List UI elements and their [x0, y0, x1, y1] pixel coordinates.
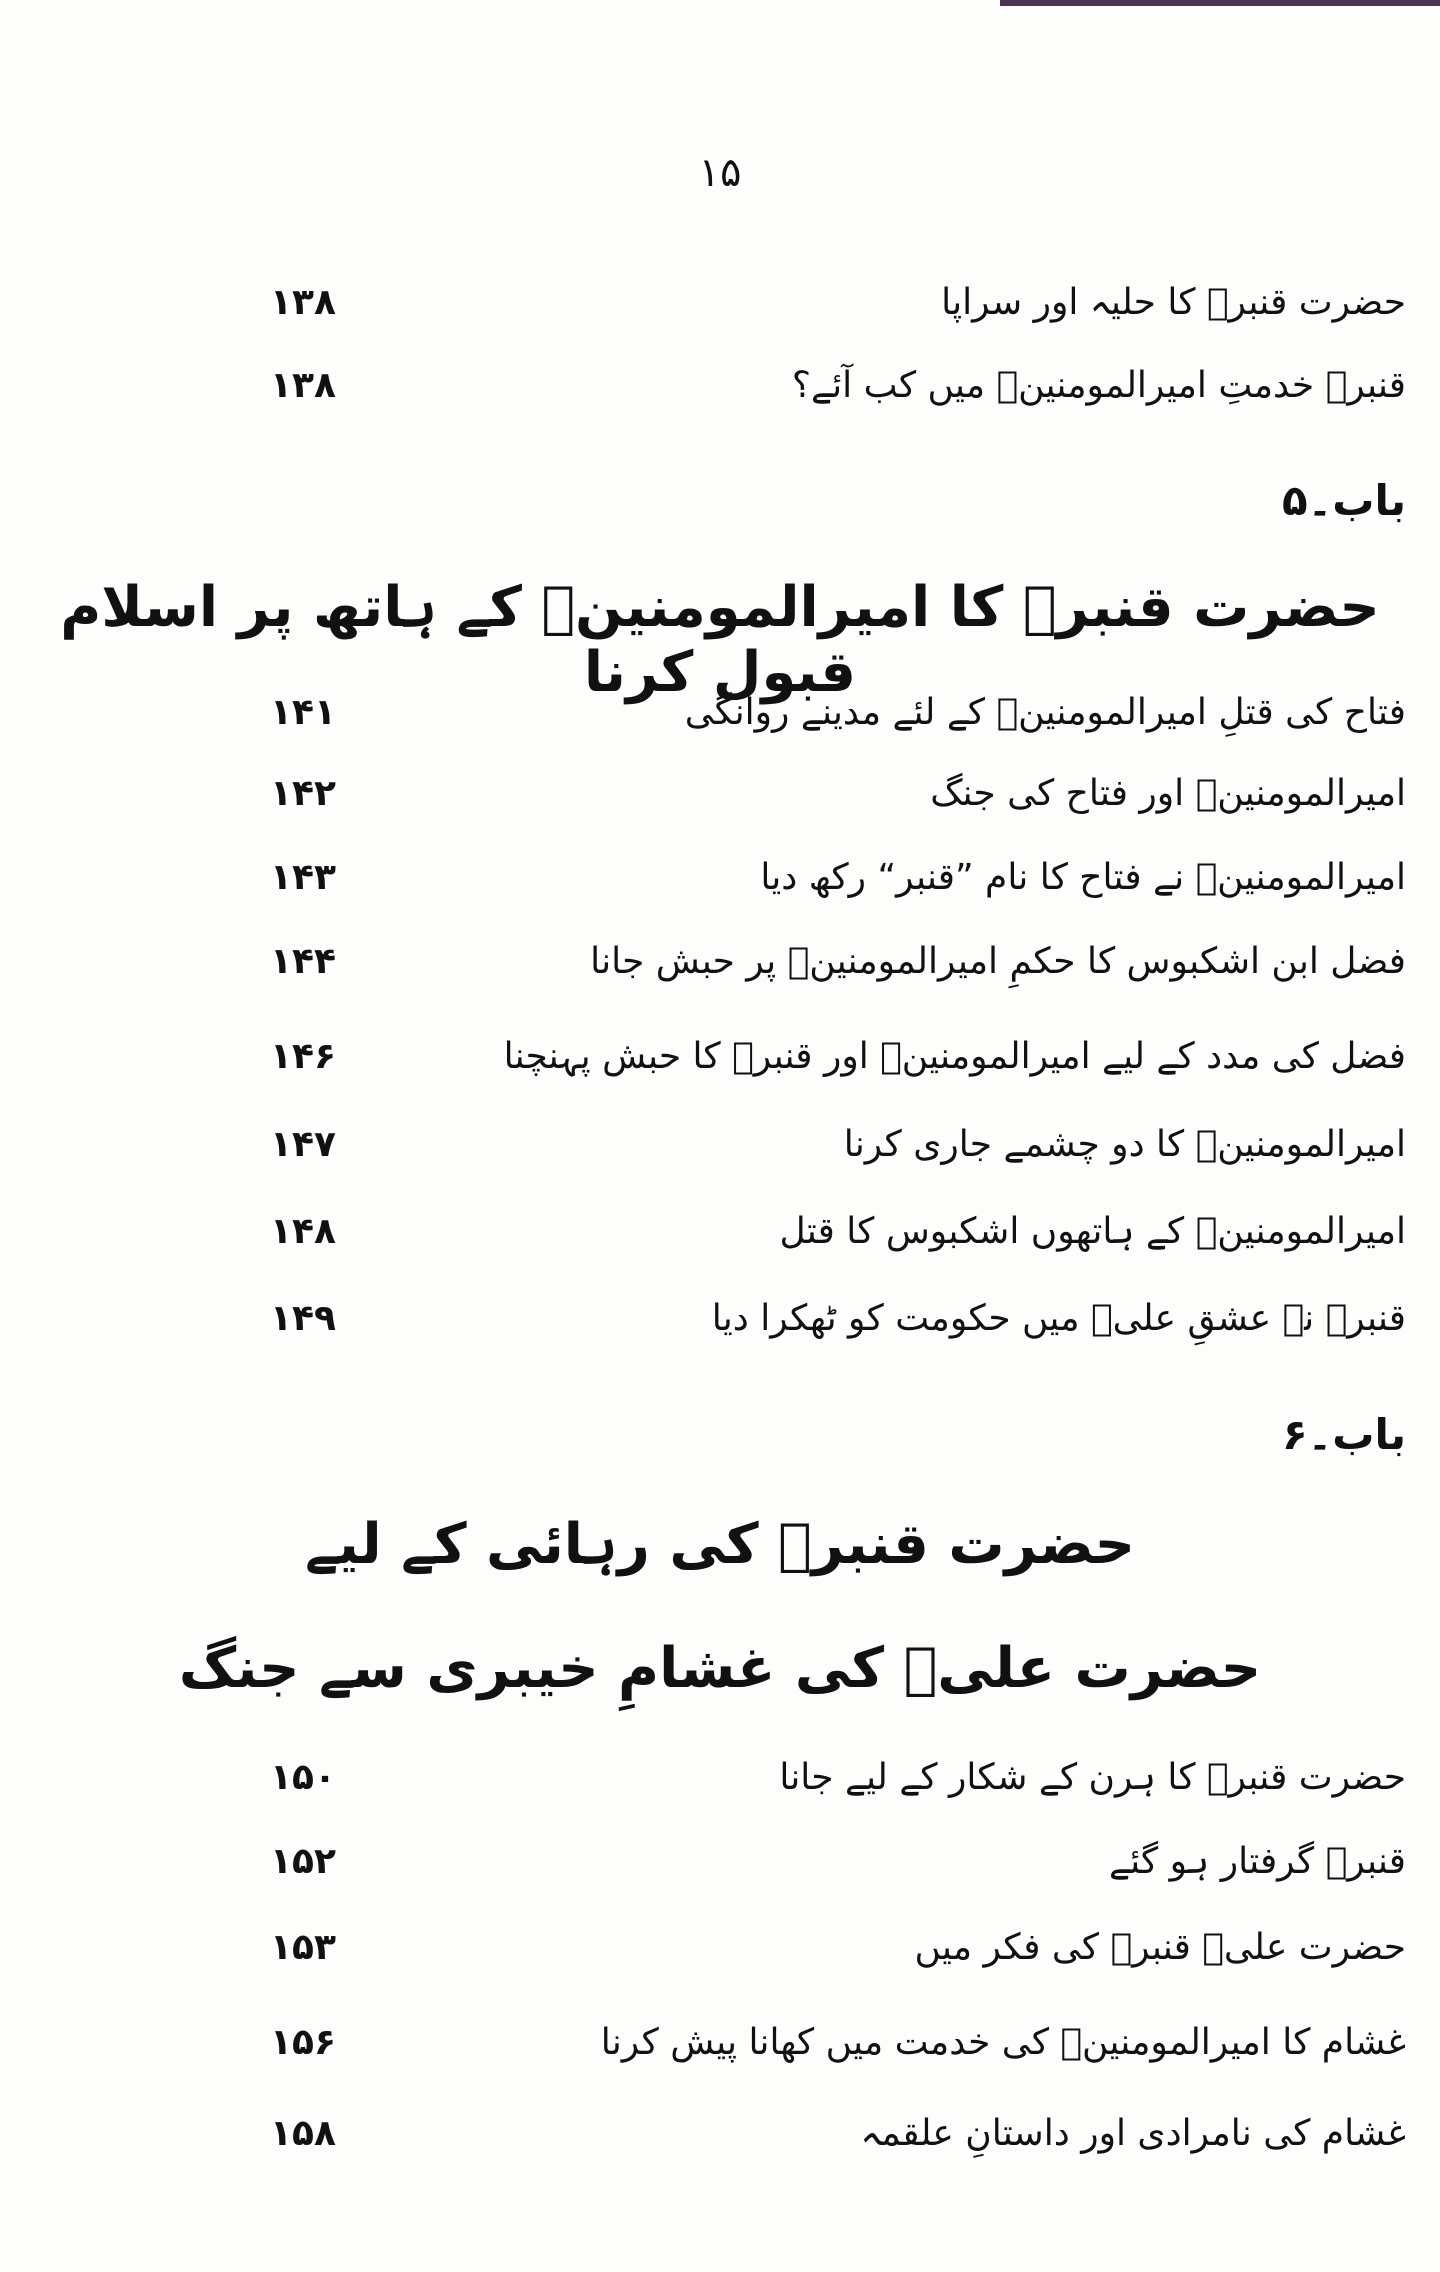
entry-title: امیرالمومنینؑ نے فتاح کا نام ”قنبر“ رکھ دیا [760, 857, 1406, 898]
entry-title: امیرالمومنینؑ اور فتاح کی جنگ [930, 773, 1406, 814]
entry-page: ۱۴۱ [270, 692, 336, 733]
entry-page: ۱۴۸ [270, 1211, 336, 1252]
entry-title: حضرت قنبرؑ کا حلیہ اور سراپا [941, 282, 1406, 323]
toc-entry [270, 1757, 1406, 1827]
entry-title: فضل کی مدد کے لیے امیرالمومنینؑ اور قنبرؑ کا حبش پہنچنا [503, 1036, 1406, 1077]
page-number: ۱۵ [698, 150, 742, 196]
entry-title: قنبرؑ نے عشقِ علیؑ میں حکومت کو ٹھکرا دیا [711, 1298, 1406, 1339]
entry-title: امیرالمومنینؑ کے ہاتھوں اشکبوس کا قتل [779, 1211, 1406, 1252]
toc-entry [270, 2113, 1406, 2183]
entry-title: فضل ابن اشکبوس کا حکمِ امیرالمومنینؑ پر حبش جانا [590, 941, 1406, 982]
toc-entry [270, 1124, 1406, 1194]
chapter-heading: حضرت قنبرؑ کا امیرالمومنینؑ کے ہاتھ پر اسلام قبول کرنا [60, 575, 1380, 705]
entry-page: ۱۴۹ [270, 1298, 336, 1339]
chapter-label: باب۔۵ [1282, 476, 1406, 525]
entry-title: غشام کی نامرادی اور داستانِ علقمہ [860, 2113, 1406, 2154]
entry-title: حضرت علیؑ قنبرؑ کی فکر میں [914, 1927, 1406, 1968]
toc-entry [270, 857, 1406, 927]
toc-entry [270, 282, 1406, 352]
entry-title: حضرت قنبرؑ کا ہرن کے شکار کے لیے جانا [779, 1757, 1406, 1798]
entry-page: ۱۴۲ [270, 773, 336, 814]
entry-title: غشام کا امیرالمومنینؑ کی خدمت میں کھانا پیش کرنا [600, 2022, 1406, 2063]
toc-entry [270, 1211, 1406, 1281]
entry-page: ۱۳۸ [270, 365, 336, 406]
toc-entry [270, 1927, 1406, 1997]
toc-entry [270, 773, 1406, 843]
entry-title: قنبرؑ خدمتِ امیرالمومنینؑ میں کب آئے؟ [791, 365, 1406, 406]
page-edge [1000, 0, 1440, 6]
toc-entry [270, 941, 1406, 1011]
toc-entry [270, 1036, 1406, 1106]
chapter-heading-line2: حضرت علیؑ کی غشامِ خیبری سے جنگ [178, 1636, 1262, 1701]
entry-page: ۱۵۸ [270, 2113, 336, 2154]
entry-page: ۱۳۸ [270, 282, 336, 323]
entry-page: ۱۴۳ [270, 857, 336, 898]
entry-title: قنبرؑ گرفتار ہو گئے [1109, 1841, 1406, 1882]
entry-page: ۱۴۶ [270, 1036, 336, 1077]
entry-title: امیرالمومنینؑ کا دو چشمے جاری کرنا [843, 1124, 1406, 1165]
toc-entry [270, 1298, 1406, 1368]
chapter-label: باب۔۶ [1282, 1410, 1406, 1459]
entry-page: ۱۴۴ [270, 941, 336, 982]
toc-entry [270, 365, 1406, 435]
entry-title: فتاح کی قتلِ امیرالمومنینؑ کے لئے مدینے روانگی [684, 692, 1406, 733]
entry-page: ۱۵۰ [270, 1757, 336, 1798]
chapter-heading-line1: حضرت قنبرؑ کی رہائی کے لیے [304, 1512, 1136, 1577]
toc-entry [270, 692, 1406, 762]
toc-entry [270, 1841, 1406, 1911]
entry-page: ۱۴۷ [270, 1124, 336, 1165]
entry-page: ۱۵۲ [270, 1841, 336, 1882]
entry-page: ۱۵۳ [270, 1927, 336, 1968]
toc-entry [270, 2022, 1406, 2092]
entry-page: ۱۵۶ [270, 2022, 336, 2063]
